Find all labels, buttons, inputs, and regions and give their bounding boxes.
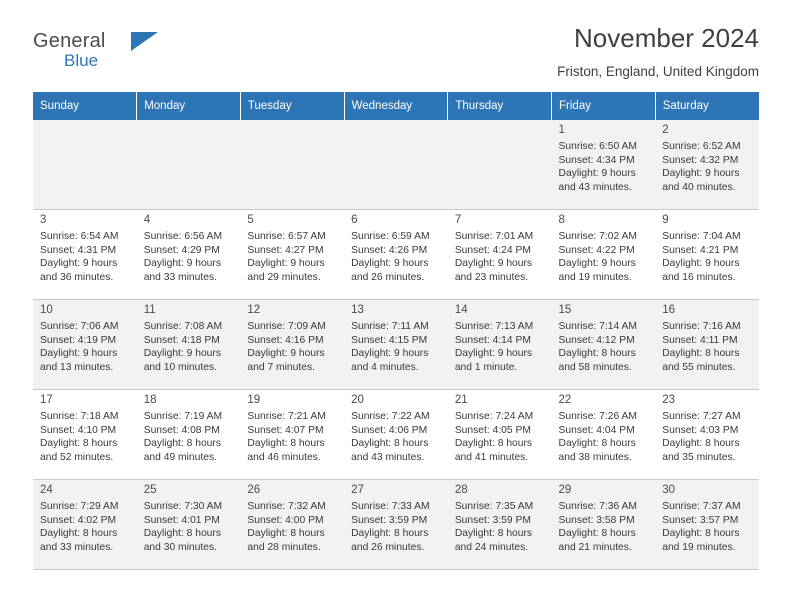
day-number: 16 <box>662 304 676 316</box>
sunset-text: Sunset: 4:14 PM <box>454 334 531 346</box>
daylight-text-line1: Daylight: 8 hours <box>454 528 533 540</box>
sunset-text: Sunset: 4:00 PM <box>247 514 324 526</box>
calendar-day-cell[interactable] <box>240 480 344 570</box>
sunset-text: Sunset: 4:05 PM <box>454 424 531 436</box>
daylight-text-line1: Daylight: 9 hours <box>143 348 221 360</box>
day-number: 20 <box>351 394 364 406</box>
sunrise-text: Sunrise: 7:29 AM <box>40 501 119 512</box>
day-number: 8 <box>558 214 565 226</box>
calendar-day-cell[interactable] <box>448 210 552 300</box>
daylight-text-line2: and 49 minutes. <box>143 451 217 463</box>
daylight-text-line1: Daylight: 9 hours <box>558 168 636 180</box>
day-number: 10 <box>40 304 53 316</box>
sunrise-text: Sunrise: 7:27 AM <box>662 411 741 422</box>
day-number: 12 <box>247 304 261 316</box>
logo-blue-text: Blue <box>64 51 99 70</box>
sunrise-text: Sunrise: 7:37 AM <box>662 501 741 512</box>
sunrise-text: Sunrise: 7:02 AM <box>558 231 637 242</box>
calendar-day-cell[interactable] <box>240 210 344 300</box>
daylight-text-line2: and 21 minutes. <box>558 541 632 553</box>
weekday-header-tuesday: Tuesday <box>240 92 344 120</box>
sunset-text: Sunset: 4:24 PM <box>454 244 531 256</box>
sunrise-text: Sunrise: 6:50 AM <box>558 141 637 152</box>
sunset-text: Sunset: 4:01 PM <box>143 514 220 526</box>
daylight-text-line2: and 58 minutes. <box>558 361 632 373</box>
calendar-day-cell-empty <box>33 120 137 210</box>
daylight-text-line2: and 40 minutes. <box>662 181 736 193</box>
day-number: 27 <box>351 484 364 496</box>
sunset-text: Sunset: 4:11 PM <box>662 334 738 346</box>
daylight-text-line2: and 26 minutes. <box>351 271 425 283</box>
calendar-week-row <box>33 390 759 480</box>
day-number: 21 <box>454 394 468 406</box>
daylight-text-line2: and 43 minutes. <box>558 181 632 193</box>
sunset-text: Sunset: 4:02 PM <box>40 514 117 526</box>
weekday-header-saturday: Saturday <box>655 92 759 120</box>
sunrise-text: Sunrise: 6:57 AM <box>247 231 326 242</box>
calendar-week-row <box>33 120 759 210</box>
calendar-day-cell[interactable] <box>655 120 759 210</box>
calendar-day-cell[interactable] <box>552 300 656 390</box>
weekday-header-thursday: Thursday <box>448 92 552 120</box>
logo <box>33 30 213 71</box>
calendar-day-cell-empty <box>448 120 552 210</box>
sunrise-text: Sunrise: 7:24 AM <box>454 411 534 422</box>
daylight-text-line1: Daylight: 9 hours <box>662 258 740 270</box>
sunset-text: Sunset: 4:15 PM <box>351 334 428 346</box>
calendar-day-cell[interactable] <box>655 300 759 390</box>
sunrise-text: Sunrise: 7:32 AM <box>247 501 326 512</box>
daylight-text-line2: and 26 minutes. <box>351 541 425 553</box>
daylight-text-line2: and 29 minutes. <box>247 271 321 283</box>
daylight-text-line1: Daylight: 9 hours <box>454 348 533 360</box>
sunrise-text: Sunrise: 7:21 AM <box>247 411 326 422</box>
calendar-day-cell-empty <box>344 120 448 210</box>
sunset-text: Sunset: 3:57 PM <box>662 514 739 526</box>
daylight-text-line2: and 23 minutes. <box>454 271 529 283</box>
daylight-text-line1: Daylight: 8 hours <box>247 528 325 540</box>
calendar-day-cell[interactable] <box>33 390 137 480</box>
daylight-text-line1: Daylight: 8 hours <box>351 438 429 450</box>
daylight-text-line2: and 13 minutes. <box>40 361 114 373</box>
sunrise-text: Sunrise: 7:36 AM <box>558 501 637 512</box>
daylight-text-line1: Daylight: 8 hours <box>558 348 636 360</box>
daylight-text-line1: Daylight: 9 hours <box>40 348 118 360</box>
sunrise-text: Sunrise: 7:22 AM <box>351 411 430 422</box>
sunset-text: Sunset: 4:31 PM <box>40 244 117 256</box>
daylight-text-line1: Daylight: 9 hours <box>351 258 429 270</box>
calendar-day-cell[interactable] <box>552 480 656 570</box>
day-number: 5 <box>247 214 254 226</box>
daylight-text-line2: and 24 minutes. <box>454 541 529 553</box>
sunset-text: Sunset: 4:04 PM <box>558 424 635 436</box>
sunset-text: Sunset: 4:03 PM <box>662 424 739 436</box>
daylight-text-line1: Daylight: 8 hours <box>40 438 118 450</box>
day-number: 17 <box>40 394 53 406</box>
day-number: 7 <box>454 214 462 226</box>
page-header <box>33 0 759 79</box>
calendar-day-cell[interactable] <box>552 210 656 300</box>
day-number: 3 <box>40 214 47 226</box>
calendar-day-cell[interactable] <box>655 480 759 570</box>
sunrise-text: Sunrise: 7:30 AM <box>143 501 223 512</box>
day-number: 6 <box>351 214 358 226</box>
sunset-text: Sunset: 4:08 PM <box>143 424 220 436</box>
sunset-text: Sunset: 4:22 PM <box>558 244 635 256</box>
sunset-text: Sunset: 4:18 PM <box>143 334 220 346</box>
sunrise-text: Sunrise: 7:04 AM <box>662 231 741 242</box>
calendar-day-cell[interactable] <box>655 210 759 300</box>
calendar-day-cell[interactable] <box>552 390 656 480</box>
calendar-day-cell[interactable] <box>655 390 759 480</box>
flag-icon <box>131 32 158 51</box>
sunset-text: Sunset: 4:21 PM <box>662 244 739 256</box>
sunset-text: Sunset: 4:16 PM <box>247 334 324 346</box>
sunrise-text: Sunrise: 7:14 AM <box>558 321 637 332</box>
calendar-day-cell-empty <box>137 120 241 210</box>
daylight-text-line2: and 19 minutes. <box>558 271 632 283</box>
sunset-text: Sunset: 3:59 PM <box>351 514 428 526</box>
daylight-text-line2: and 52 minutes. <box>40 451 114 463</box>
calendar-day-cell[interactable] <box>137 390 241 480</box>
sunset-text: Sunset: 4:07 PM <box>247 424 324 436</box>
day-number: 2 <box>662 124 669 136</box>
day-number: 1 <box>558 124 565 136</box>
sunset-text: Sunset: 4:10 PM <box>40 424 117 436</box>
sunset-text: Sunset: 4:19 PM <box>40 334 117 346</box>
daylight-text-line1: Daylight: 8 hours <box>558 438 636 450</box>
daylight-text-line1: Daylight: 8 hours <box>558 528 636 540</box>
day-number: 13 <box>351 304 364 316</box>
sunrise-text: Sunrise: 6:54 AM <box>40 231 119 242</box>
daylight-text-line2: and 19 minutes. <box>662 541 736 553</box>
sunrise-text: Sunrise: 7:01 AM <box>454 231 534 242</box>
daylight-text-line1: Daylight: 8 hours <box>143 528 221 540</box>
calendar-week-row <box>33 300 759 390</box>
daylight-text-line2: and 38 minutes. <box>558 451 632 463</box>
weekday-header-sunday: Sunday <box>33 92 137 120</box>
daylight-text-line2: and 16 minutes. <box>662 271 736 283</box>
day-number: 11 <box>143 304 156 316</box>
calendar-day-cell[interactable] <box>137 210 241 300</box>
day-number: 30 <box>662 484 676 496</box>
daylight-text-line2: and 36 minutes. <box>40 271 114 283</box>
daylight-text-line2: and 41 minutes. <box>454 451 529 463</box>
daylight-text-line2: and 4 minutes. <box>351 361 419 373</box>
daylight-text-line1: Daylight: 8 hours <box>662 528 740 540</box>
daylight-text-line1: Daylight: 8 hours <box>143 438 221 450</box>
daylight-text-line1: Daylight: 9 hours <box>558 258 636 270</box>
daylight-text-line1: Daylight: 9 hours <box>143 258 221 270</box>
daylight-text-line1: Daylight: 9 hours <box>454 258 533 270</box>
daylight-text-line1: Daylight: 8 hours <box>351 528 429 540</box>
daylight-text-line1: Daylight: 9 hours <box>40 258 118 270</box>
calendar-day-cell[interactable] <box>552 120 656 210</box>
daylight-text-line1: Daylight: 8 hours <box>662 438 740 450</box>
sunrise-text: Sunrise: 7:11 AM <box>351 321 429 332</box>
calendar-day-cell[interactable] <box>137 480 241 570</box>
sunset-text: Sunset: 4:32 PM <box>662 154 739 166</box>
sunrise-text: Sunrise: 7:06 AM <box>40 321 119 332</box>
day-number: 26 <box>247 484 261 496</box>
day-number: 24 <box>40 484 53 496</box>
daylight-text-line1: Daylight: 8 hours <box>662 348 740 360</box>
weekday-header-friday: Friday <box>552 92 656 120</box>
calendar-day-cell[interactable] <box>33 480 137 570</box>
day-number: 4 <box>143 214 151 226</box>
sunrise-text: Sunrise: 7:13 AM <box>454 321 534 332</box>
weekday-header-row <box>33 92 759 120</box>
daylight-text-line1: Daylight: 9 hours <box>247 348 325 360</box>
sunset-text: Sunset: 4:06 PM <box>351 424 428 436</box>
sunrise-text: Sunrise: 7:35 AM <box>454 501 534 512</box>
daylight-text-line1: Daylight: 9 hours <box>351 348 429 360</box>
daylight-text-line2: and 33 minutes. <box>40 541 114 553</box>
calendar-day-cell[interactable] <box>344 480 448 570</box>
calendar-day-cell[interactable] <box>33 210 137 300</box>
sunset-text: Sunset: 3:58 PM <box>558 514 635 526</box>
calendar-week-row <box>33 210 759 300</box>
sunset-text: Sunset: 3:59 PM <box>454 514 531 526</box>
calendar-week-row <box>33 480 759 570</box>
day-number: 9 <box>662 214 669 226</box>
sunrise-text: Sunrise: 6:52 AM <box>662 141 741 152</box>
calendar-day-cell[interactable] <box>137 300 241 390</box>
daylight-text-line2: and 46 minutes. <box>247 451 321 463</box>
day-number: 25 <box>143 484 157 496</box>
day-number: 15 <box>558 304 572 316</box>
sunrise-text: Sunrise: 6:56 AM <box>143 231 223 242</box>
sunrise-text: Sunrise: 7:26 AM <box>558 411 637 422</box>
daylight-text-line1: Daylight: 8 hours <box>454 438 533 450</box>
daylight-text-line2: and 35 minutes. <box>662 451 736 463</box>
location-subtitle: Friston, England, United Kingdom <box>557 64 759 79</box>
calendar-day-cell[interactable] <box>448 300 552 390</box>
daylight-text-line2: and 55 minutes. <box>662 361 736 373</box>
daylight-text-line2: and 7 minutes. <box>247 361 315 373</box>
calendar-day-cell-empty <box>240 120 344 210</box>
sunset-text: Sunset: 4:26 PM <box>351 244 428 256</box>
day-number: 29 <box>558 484 572 496</box>
sunrise-text: Sunrise: 7:09 AM <box>247 321 326 332</box>
day-number: 22 <box>558 394 572 406</box>
daylight-text-line1: Daylight: 9 hours <box>662 168 740 180</box>
sunset-text: Sunset: 4:27 PM <box>247 244 324 256</box>
daylight-text-line2: and 33 minutes. <box>143 271 217 283</box>
daylight-text-line2: and 30 minutes. <box>143 541 217 553</box>
sunrise-text: Sunrise: 7:08 AM <box>143 321 223 332</box>
day-number: 19 <box>247 394 261 406</box>
sunrise-text: Sunrise: 7:19 AM <box>143 411 223 422</box>
sunrise-text: Sunrise: 7:18 AM <box>40 411 119 422</box>
day-number: 18 <box>143 394 157 406</box>
logo-general-text: General <box>33 30 106 52</box>
sun-times-calendar <box>33 92 759 570</box>
calendar-day-cell[interactable] <box>344 210 448 300</box>
daylight-text-line1: Daylight: 9 hours <box>247 258 325 270</box>
sunrise-text: Sunrise: 7:33 AM <box>351 501 430 512</box>
daylight-text-line2: and 43 minutes. <box>351 451 425 463</box>
calendar-day-cell[interactable] <box>240 390 344 480</box>
daylight-text-line2: and 28 minutes. <box>247 541 321 553</box>
day-number: 23 <box>662 394 676 406</box>
daylight-text-line2: and 10 minutes. <box>143 361 217 373</box>
daylight-text-line1: Daylight: 8 hours <box>40 528 118 540</box>
weekday-header-monday: Monday <box>137 92 241 120</box>
calendar-day-cell[interactable] <box>33 300 137 390</box>
sunset-text: Sunset: 4:29 PM <box>143 244 220 256</box>
sunrise-text: Sunrise: 6:59 AM <box>351 231 430 242</box>
sunset-text: Sunset: 4:34 PM <box>558 154 635 166</box>
page-title: November 2024 <box>574 23 759 53</box>
calendar-day-cell[interactable] <box>240 300 344 390</box>
daylight-text-line1: Daylight: 8 hours <box>247 438 325 450</box>
day-number: 14 <box>454 304 468 316</box>
sunset-text: Sunset: 4:12 PM <box>558 334 635 346</box>
title-block <box>557 22 759 80</box>
calendar-day-cell[interactable] <box>344 300 448 390</box>
calendar-day-cell[interactable] <box>448 480 552 570</box>
weekday-header-wednesday: Wednesday <box>344 92 448 120</box>
calendar-day-cell[interactable] <box>344 390 448 480</box>
sunrise-text: Sunrise: 7:16 AM <box>662 321 741 332</box>
daylight-text-line2: and 1 minute. <box>454 361 518 373</box>
day-number: 28 <box>454 484 468 496</box>
calendar-day-cell[interactable] <box>448 390 552 480</box>
